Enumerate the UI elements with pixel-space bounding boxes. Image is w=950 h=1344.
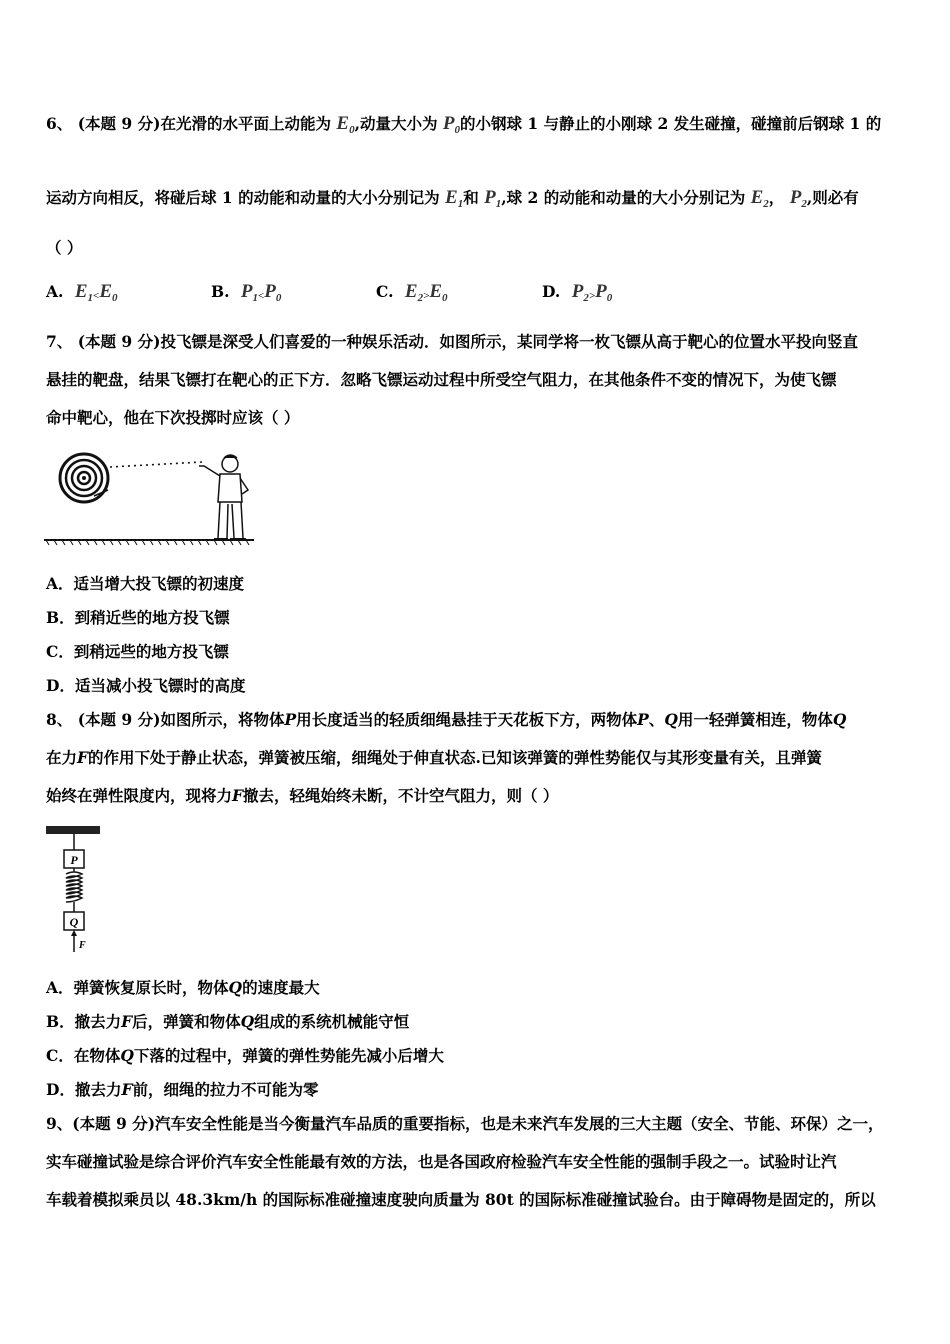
P0-symbol: $P_0$	[442, 113, 460, 136]
q7-line-1: 7、 (本题 9 分)投飞镖是深受人们喜爱的一种娱乐活动．如图所示，某同学将一枚飞镖从高于靶心的位置水平投向竖直	[46, 332, 858, 351]
P2-symbol: $P_2$	[789, 187, 807, 210]
E2-symbol: $E_2$	[750, 187, 769, 210]
block-q-label: Q	[69, 915, 79, 929]
E0-symbol: $E_0$	[336, 113, 355, 136]
q7-option-b[interactable]: B．到稍近些的地方投飞镖	[46, 608, 230, 627]
P1-symbol: $P_1$	[484, 187, 502, 210]
q6-line-1: 6、 (本题 9 分)在光滑的水平面上动能为 $E_0$,动量大小为 $P_0$的小钢球 1 与静止的小刚球 2 发生碰撞，碰撞前后钢球 1 的	[46, 113, 882, 136]
dartboard-figure	[44, 444, 254, 546]
E1-symbol: $E_1$	[445, 187, 464, 210]
q6-answer-paren: （ ）	[46, 238, 83, 257]
q8-line-2: 在力F的作用下处于静止状态，弹簧被压缩，细绳处于伸直状态.已知该弹簧的弹性势能仅与其形变量有关，且弹簧	[46, 748, 822, 767]
thrower-person-icon	[199, 455, 248, 539]
q8-option-a[interactable]: A．弹簧恢复原长时，物体Q的速度最大	[46, 978, 320, 997]
q7-line-2: 悬挂的靶盘，结果飞镖打在靶心的正下方．忽略飞镖运动过程中所受空气阻力，在其他条件不变的情况下，为使飞镖	[46, 370, 837, 389]
q9-line-3: 车载着模拟乘员以 48.3km/h 的国际标准碰撞速度驶向质量为 80t 的国际标准碰撞试验台。由于障碍物是固定的，所以	[46, 1190, 876, 1209]
q6-option-b[interactable]: B. $P_1<P_0$	[211, 281, 282, 304]
spring-system-figure	[44, 824, 104, 954]
ceiling-icon	[46, 826, 100, 834]
q8-line-1: 8、 (本题 9 分)如图所示，将物体P用长度适当的轻质细绳悬挂于天花板下方，两物体P、Q用一轻弹簧相连，物体Q	[46, 710, 847, 729]
dartboard-target-icon	[60, 454, 108, 502]
q7-option-d[interactable]: D．适当减小投飞镖时的高度	[46, 676, 246, 695]
q9-line-2: 实车碰撞试验是综合评价汽车安全性能最有效的方法，也是各国政府检验汽车安全性能的强制手段之一。试验时让汽	[46, 1152, 837, 1171]
q9-line-1: 9、(本题 9 分)汽车安全性能是当今衡量汽车品质的重要指标，也是未来汽车发展的三大主题（安全、节能、环保）之一，	[46, 1114, 884, 1133]
spring-coil-icon	[66, 868, 82, 912]
q8-line-3: 始终在弹性限度内，现将力F撤去，轻绳始终未断，不计空气阻力，则（ ）	[46, 786, 559, 805]
q7-option-a[interactable]: A．适当增大投飞镖的初速度	[46, 574, 245, 593]
ground-line	[44, 540, 254, 545]
q8-option-c[interactable]: C．在物体Q下落的过程中，弹簧的弹性势能先减小后增大	[46, 1046, 444, 1065]
q7-option-c[interactable]: C．到稍远些的地方投飞镖	[46, 642, 229, 661]
force-f-label: F	[79, 940, 86, 951]
q7-line-3: 命中靶心，他在下次投掷时应该（ ）	[46, 408, 300, 427]
q6-line-2: 运动方向相反，将碰后球 1 的动能和动量的大小分别记为 $E_1$和 $P_1$,球 2 的动能和动量的大小分别记为 $E_2$， $P_2$,则必有	[46, 187, 859, 210]
trajectory-line	[110, 462, 202, 467]
q8-option-b[interactable]: B．撤去力F后，弹簧和物体Q组成的系统机械能守恒	[46, 1012, 410, 1031]
q8-option-d[interactable]: D．撤去力F前，细绳的拉力不可能为零	[46, 1080, 319, 1099]
q6-option-a[interactable]: A. $E_1<E_0$	[46, 281, 118, 304]
q6-option-c[interactable]: C. $E_2>E_0$	[376, 281, 448, 304]
block-p-label: P	[70, 853, 78, 867]
q6-option-d[interactable]: D. $P_2>P_0$	[542, 281, 613, 304]
